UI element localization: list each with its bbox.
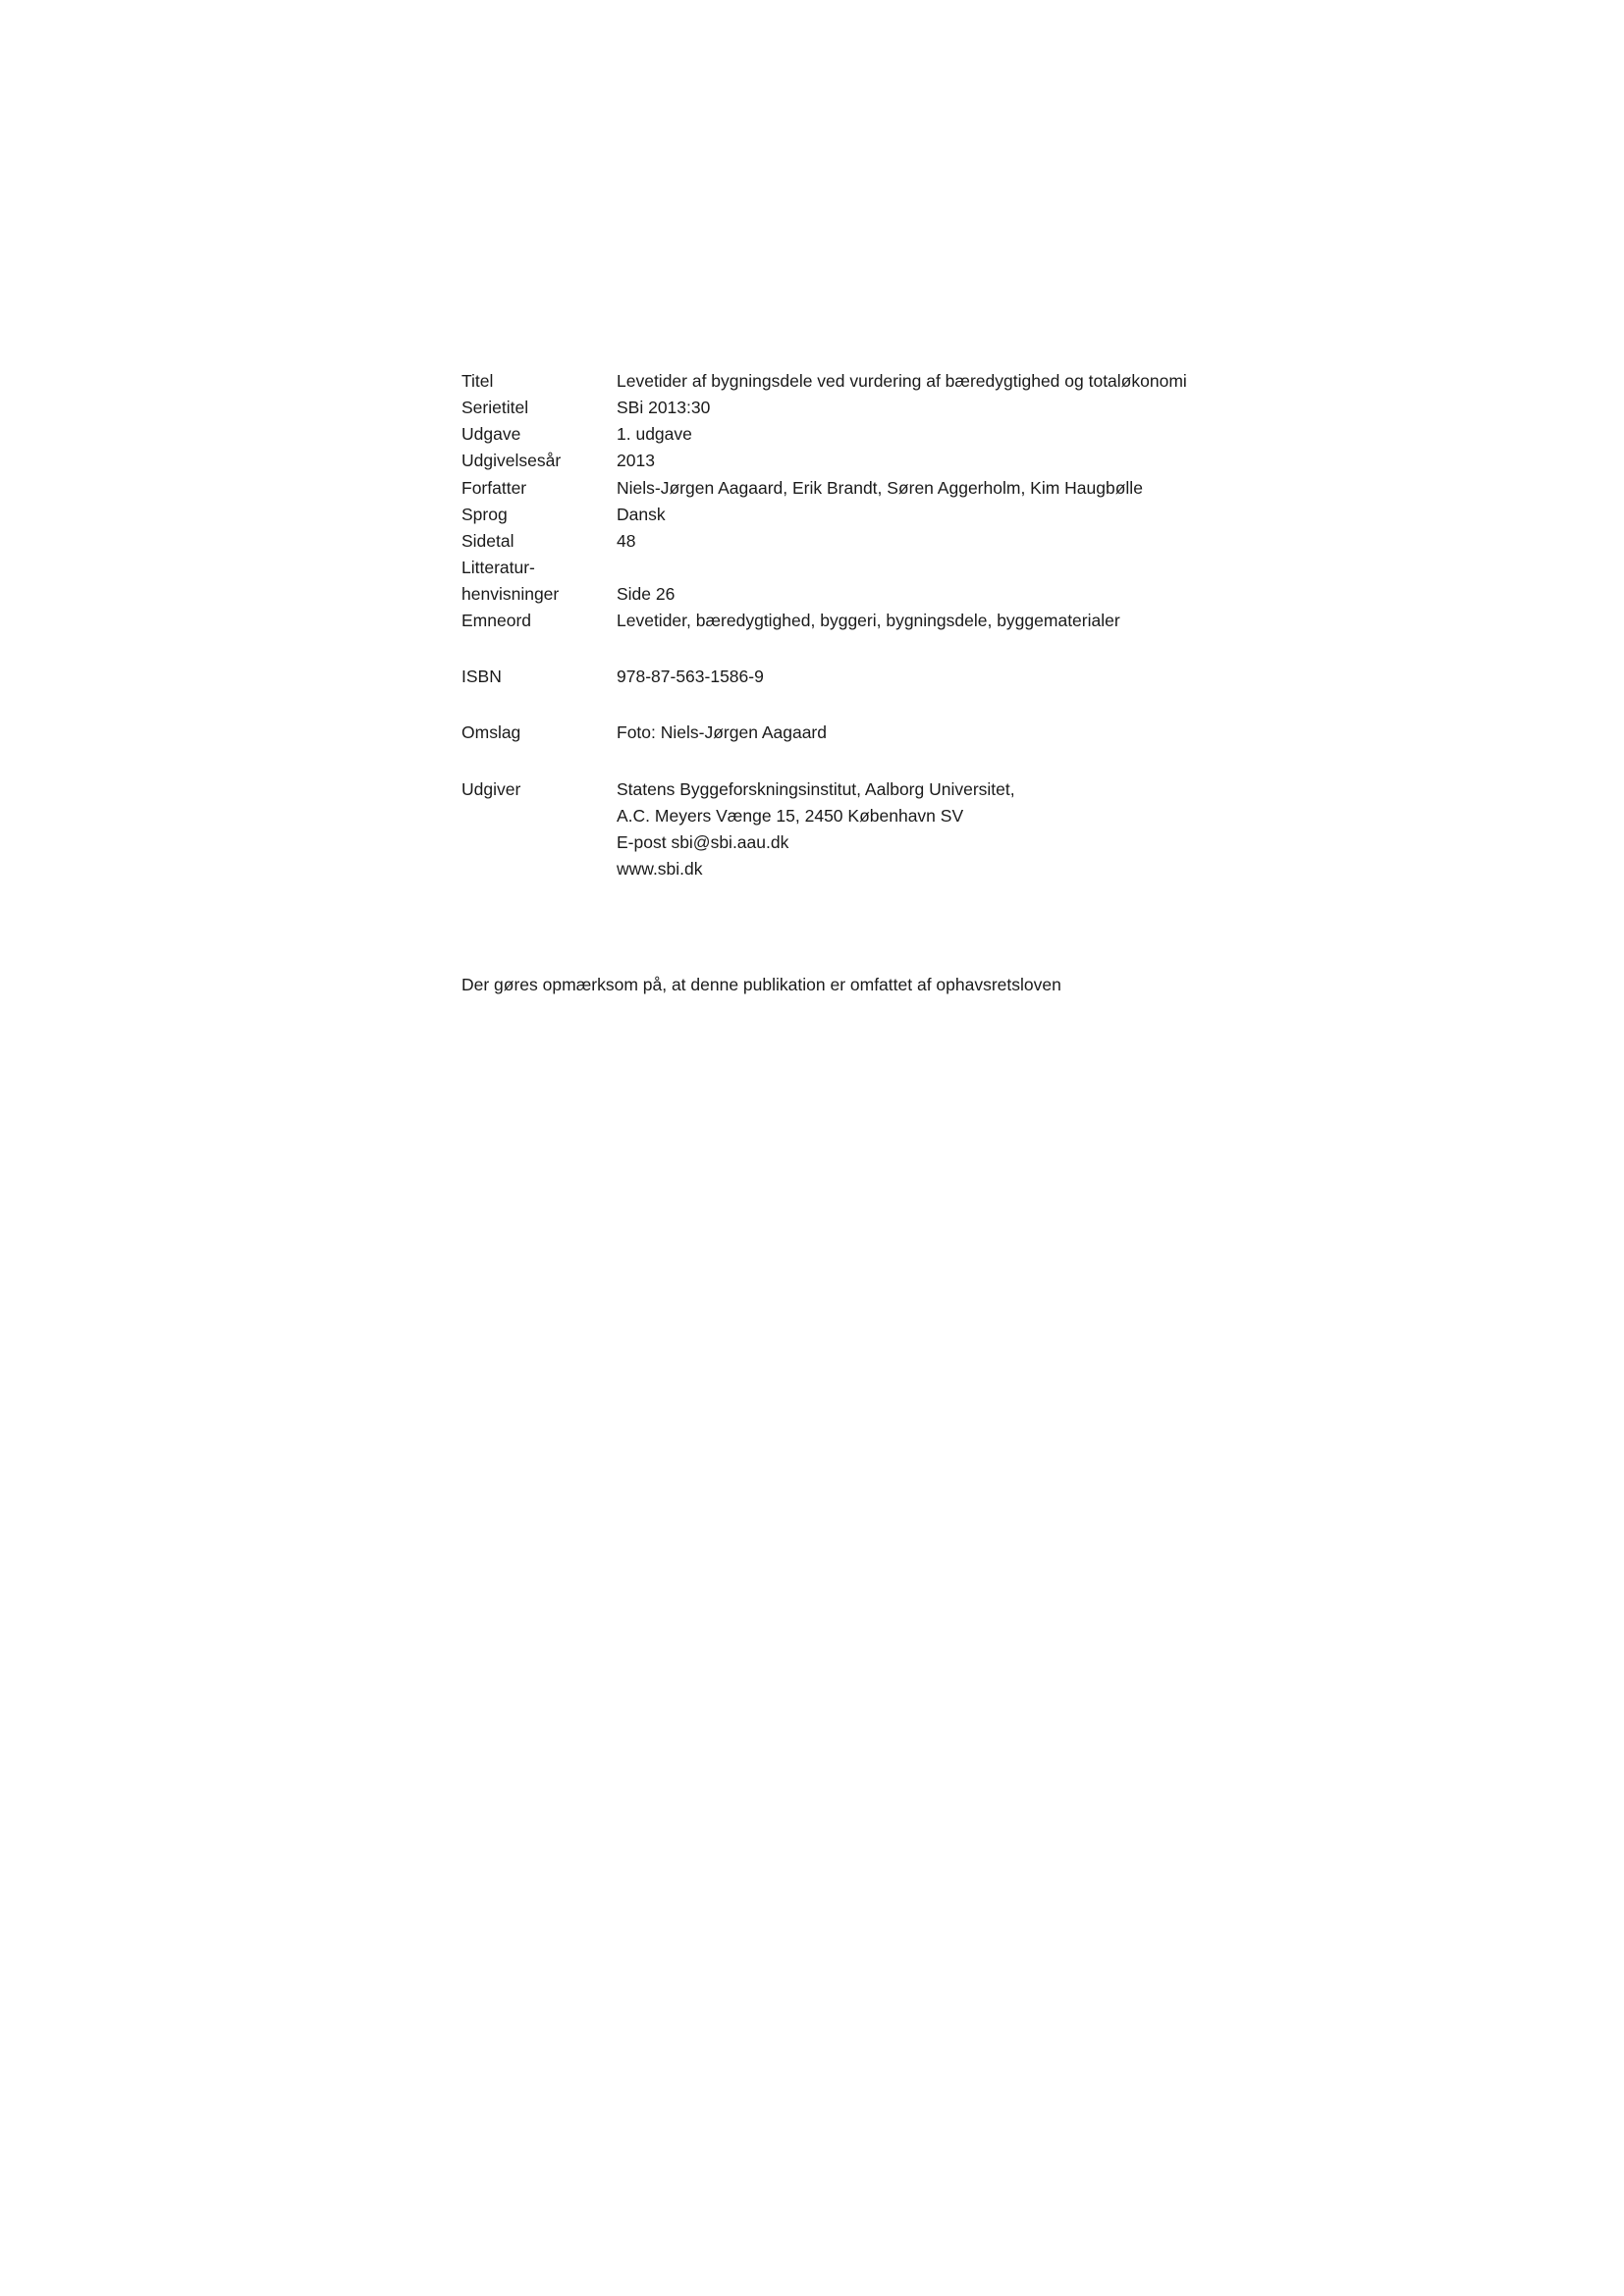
colophon-row-literature-label-line1 — [461, 555, 1345, 581]
colophon-row-language — [461, 502, 1345, 528]
colophon-label-isbn: ISBN — [461, 667, 502, 687]
colophon-label-year: Udgivelsesår — [461, 451, 562, 471]
colophon-value-page-count: 48 — [617, 530, 636, 551]
colophon-row-edition — [461, 421, 1345, 448]
colophon-row-cover — [461, 720, 1345, 746]
colophon-value-isbn: 978-87-563-1586-9 — [617, 667, 764, 687]
colophon-row-isbn — [461, 664, 1345, 690]
colophon-row-series-title — [461, 395, 1345, 421]
publisher-line-institute: Statens Byggeforskningsinstitut, Aalborg Universitet, — [617, 778, 1015, 799]
colophon-value-literature: Side 26 — [617, 584, 676, 604]
colophon-row-year — [461, 448, 1345, 474]
colophon-value-year: 2013 — [617, 451, 655, 471]
colophon-label-publisher: Udgiver — [461, 778, 521, 799]
colophon-row-page-count — [461, 528, 1345, 555]
colophon-value-keywords: Levetider, bæredygtighed, byggeri, bygningsdele, byggematerialer — [617, 611, 1120, 631]
copyright-note: Der gøres opmærksom på, at denne publikation er omfattet af ophavsretsloven — [461, 975, 1061, 994]
colophon-value-edition: 1. udgave — [617, 424, 692, 445]
colophon-row-keywords — [461, 608, 1345, 634]
publisher-line-address: A.C. Meyers Vænge 15, 2450 København SV — [617, 805, 964, 826]
colophon-row-authors — [461, 475, 1345, 502]
colophon-row-publisher — [461, 776, 1345, 883]
publisher-line-website: www.sbi.dk — [617, 858, 703, 879]
colophon-row-literature — [461, 581, 1345, 608]
spacer-before-cover — [461, 690, 1345, 720]
colophon-label-language: Sprog — [461, 504, 508, 524]
spacer-before-isbn — [461, 634, 1345, 664]
colophon-label-literature-line1: Litteratur- — [461, 557, 535, 577]
spacer-before-publisher — [461, 747, 1345, 776]
publisher-line-email: E-post sbi@sbi.aau.dk — [617, 831, 789, 852]
colophon-value-cover: Foto: Niels-Jørgen Aagaard — [617, 722, 827, 743]
colophon-value-series-title: SBi 2013:30 — [617, 398, 711, 418]
colophon-value-authors: Niels-Jørgen Aagaard, Erik Brandt, Søren Aggerholm, Kim Haugbølle — [617, 477, 1143, 498]
colophon-value-title: Levetider af bygningsdele ved vurdering af bæredygtighed og totaløkonomi — [617, 371, 1187, 391]
colophon-label-edition: Udgave — [461, 424, 521, 445]
colophon-value-language: Dansk — [617, 504, 666, 524]
colophon-label-series-title: Serietitel — [461, 398, 529, 418]
colophon-block — [461, 368, 1345, 882]
colophon-label-authors: Forfatter — [461, 477, 527, 498]
colophon-value-publisher-block — [617, 776, 1015, 883]
colophon-label-title: Titel — [461, 371, 494, 391]
colophon-label-cover: Omslag — [461, 722, 521, 743]
colophon-label-page-count: Sidetal — [461, 530, 514, 551]
colophon-label-literature-line2: henvisninger — [461, 584, 560, 604]
colophon-row-title — [461, 368, 1345, 395]
colophon-label-keywords: Emneord — [461, 611, 532, 631]
